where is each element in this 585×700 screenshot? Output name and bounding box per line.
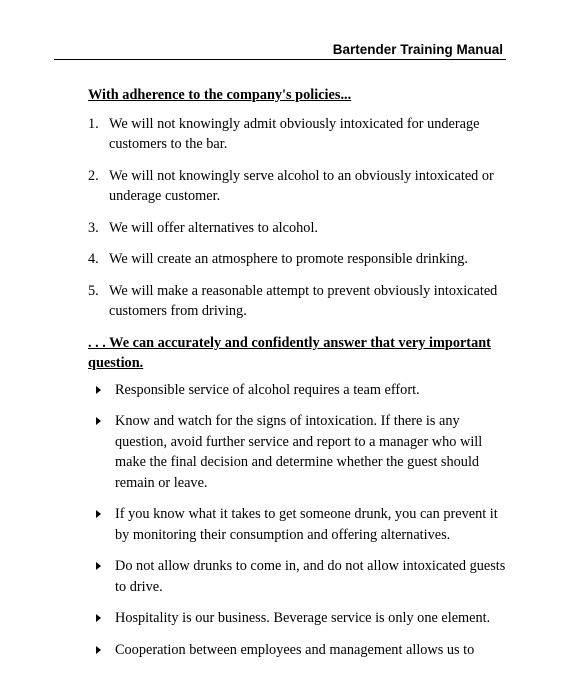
policy-item [88, 218, 508, 239]
bullet-arrow-icon [96, 510, 101, 518]
policy-text: We will offer alternatives to alcohol. [109, 219, 318, 236]
guideline-text: Responsible service of alcohol requires a team effort. [115, 381, 420, 398]
bullet-arrow-icon [96, 614, 101, 622]
policy-item [88, 114, 508, 155]
guideline-text: Know and watch for the signs of intoxication. If there is any question, avoid further service and report to a manager who will make the final decision and determine whether the guest should remain or leave. [115, 413, 483, 491]
policy-text: We will create an atmosphere to promote responsible drinking. [109, 251, 468, 267]
guideline-item [88, 411, 508, 493]
guideline-item [88, 608, 508, 629]
policy-item [88, 249, 508, 270]
bullet-arrow-icon [96, 562, 101, 570]
policy-text: We will not knowingly serve alcohol to an obviously intoxicated or underage customer. [109, 167, 494, 204]
guideline-text: Hospitality is our business. Beverage service is only one element. [115, 610, 491, 626]
guideline-item [88, 640, 508, 661]
guideline-item [88, 380, 508, 401]
policy-list [88, 114, 508, 322]
document-body [88, 85, 508, 671]
section-heading-policies: With adherence to the company's policies... [88, 87, 352, 103]
bullet-arrow-icon [96, 417, 101, 425]
policy-number: 2. [88, 167, 99, 184]
policy-number: 1. [88, 115, 99, 132]
guideline-item [88, 556, 508, 597]
guideline-item [88, 504, 508, 545]
guideline-text: Cooperation between employees and management allows us to [115, 641, 475, 658]
page-header-title: Bartender Training Manual [332, 42, 503, 57]
header-rule [54, 59, 506, 60]
policy-item [88, 281, 508, 322]
policy-item [88, 166, 508, 207]
guideline-list [88, 380, 508, 661]
policy-number: 3. [88, 219, 99, 236]
guideline-text: If you know what it takes to get someone drunk, you can prevent it by monitoring their consumption and offering alternatives. [115, 506, 498, 543]
guideline-text: Do not allow drunks to come in, and do not allow intoxicated guests to drive. [115, 558, 506, 595]
section-heading-question: . . . We can accurately and confidently answer that very important question. [88, 334, 491, 371]
policy-text: We will not knowingly admit obviously intoxicated for underage customers to the bar. [109, 115, 480, 152]
bullet-arrow-icon [96, 646, 101, 654]
policy-text: We will make a reasonable attempt to prevent obviously intoxicated customers from driving. [109, 282, 498, 319]
policy-number: 4. [88, 251, 99, 267]
policy-number: 5. [88, 282, 99, 299]
bullet-arrow-icon [96, 386, 101, 394]
